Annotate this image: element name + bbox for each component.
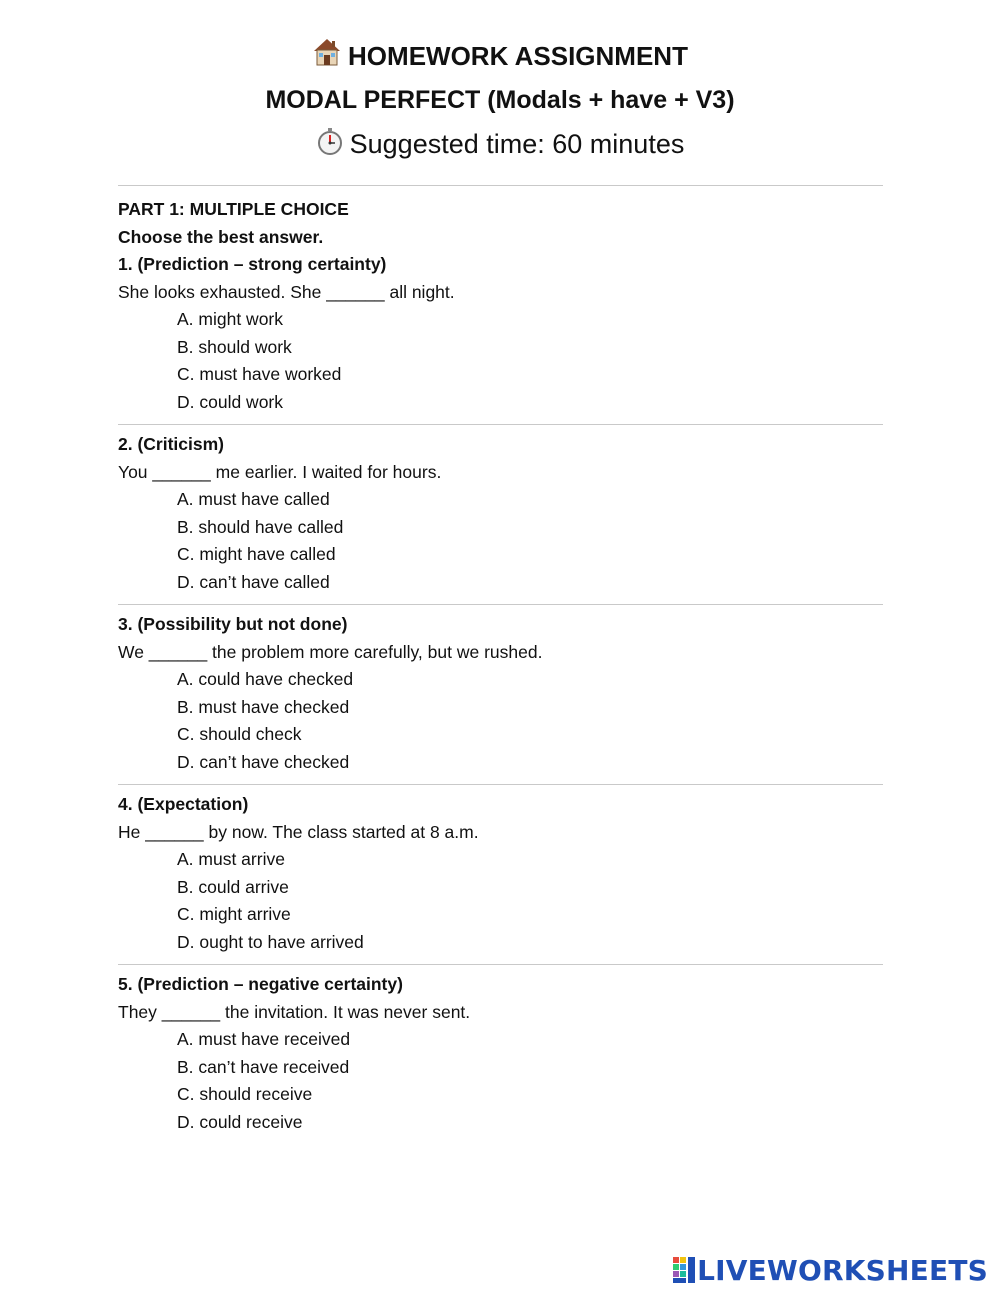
question-4 [118, 785, 883, 964]
question-title: 5. (Prediction – negative certainty) [118, 974, 403, 994]
option-c[interactable]: C. should check [177, 724, 302, 744]
question-stem: She looks exhausted. She ______ all night. [118, 281, 455, 302]
question-2 [118, 425, 883, 604]
option-a[interactable]: A. might work [177, 309, 283, 329]
question-3 [118, 605, 883, 784]
worksheet-content [118, 185, 883, 1144]
option-a[interactable]: A. must have called [177, 489, 330, 509]
question-1 [118, 186, 883, 424]
option-a[interactable]: A. must have received [177, 1029, 351, 1049]
option-b[interactable]: B. must have checked [177, 696, 350, 717]
brand-text: LIVEWORKSHEETS [697, 1253, 988, 1287]
suggested-time [0, 124, 1000, 168]
question-stem: He ______ by now. The class started at 8 a.m. [118, 821, 479, 842]
liveworksheets-logo-icon [673, 1257, 695, 1283]
option-d[interactable]: D. could work [177, 391, 284, 412]
option-d[interactable]: D. can’t have checked [177, 751, 350, 772]
option-b[interactable]: B. can’t have received [177, 1056, 350, 1077]
house-icon [312, 37, 342, 67]
worksheet-header [0, 36, 1000, 168]
option-c[interactable]: C. might have called [177, 544, 336, 564]
question-5 [118, 965, 883, 1144]
question-title: 1. (Prediction – strong certainty) [118, 254, 387, 274]
option-d[interactable]: D. could receive [177, 1111, 303, 1132]
question-stem: They ______ the invitation. It was never sent. [118, 1001, 471, 1022]
worksheet-title [0, 36, 1000, 80]
option-c[interactable]: C. should receive [177, 1084, 313, 1104]
liveworksheets-logo[interactable] [673, 1253, 988, 1287]
part-heading: PART 1: MULTIPLE CHOICE [118, 199, 349, 219]
option-d[interactable]: D. can’t have called [177, 571, 330, 592]
option-b[interactable]: B. should work [177, 336, 292, 357]
question-stem: You ______ me earlier. I waited for hours. [118, 461, 442, 482]
option-a[interactable]: A. must arrive [177, 849, 285, 869]
option-a[interactable]: A. could have checked [177, 669, 354, 689]
option-c[interactable]: C. might arrive [177, 904, 291, 924]
part-instruction: Choose the best answer. [118, 226, 324, 247]
question-title: 2. (Criticism) [118, 434, 224, 454]
question-stem: We ______ the problem more carefully, but we rushed. [118, 641, 543, 662]
option-c[interactable]: C. must have worked [177, 364, 342, 384]
stopwatch-icon [316, 127, 344, 155]
worksheet-subtitle: MODAL PERFECT (Modals + have + V3) [265, 86, 735, 114]
option-b[interactable]: B. could arrive [177, 876, 289, 897]
title-text: HOMEWORK ASSIGNMENT [348, 41, 688, 71]
question-title: 3. (Possibility but not done) [118, 614, 348, 634]
question-title: 4. (Expectation) [118, 794, 249, 814]
option-b[interactable]: B. should have called [177, 516, 344, 537]
time-text: Suggested time: 60 minutes [349, 129, 685, 159]
option-d[interactable]: D. ought to have arrived [177, 931, 364, 952]
